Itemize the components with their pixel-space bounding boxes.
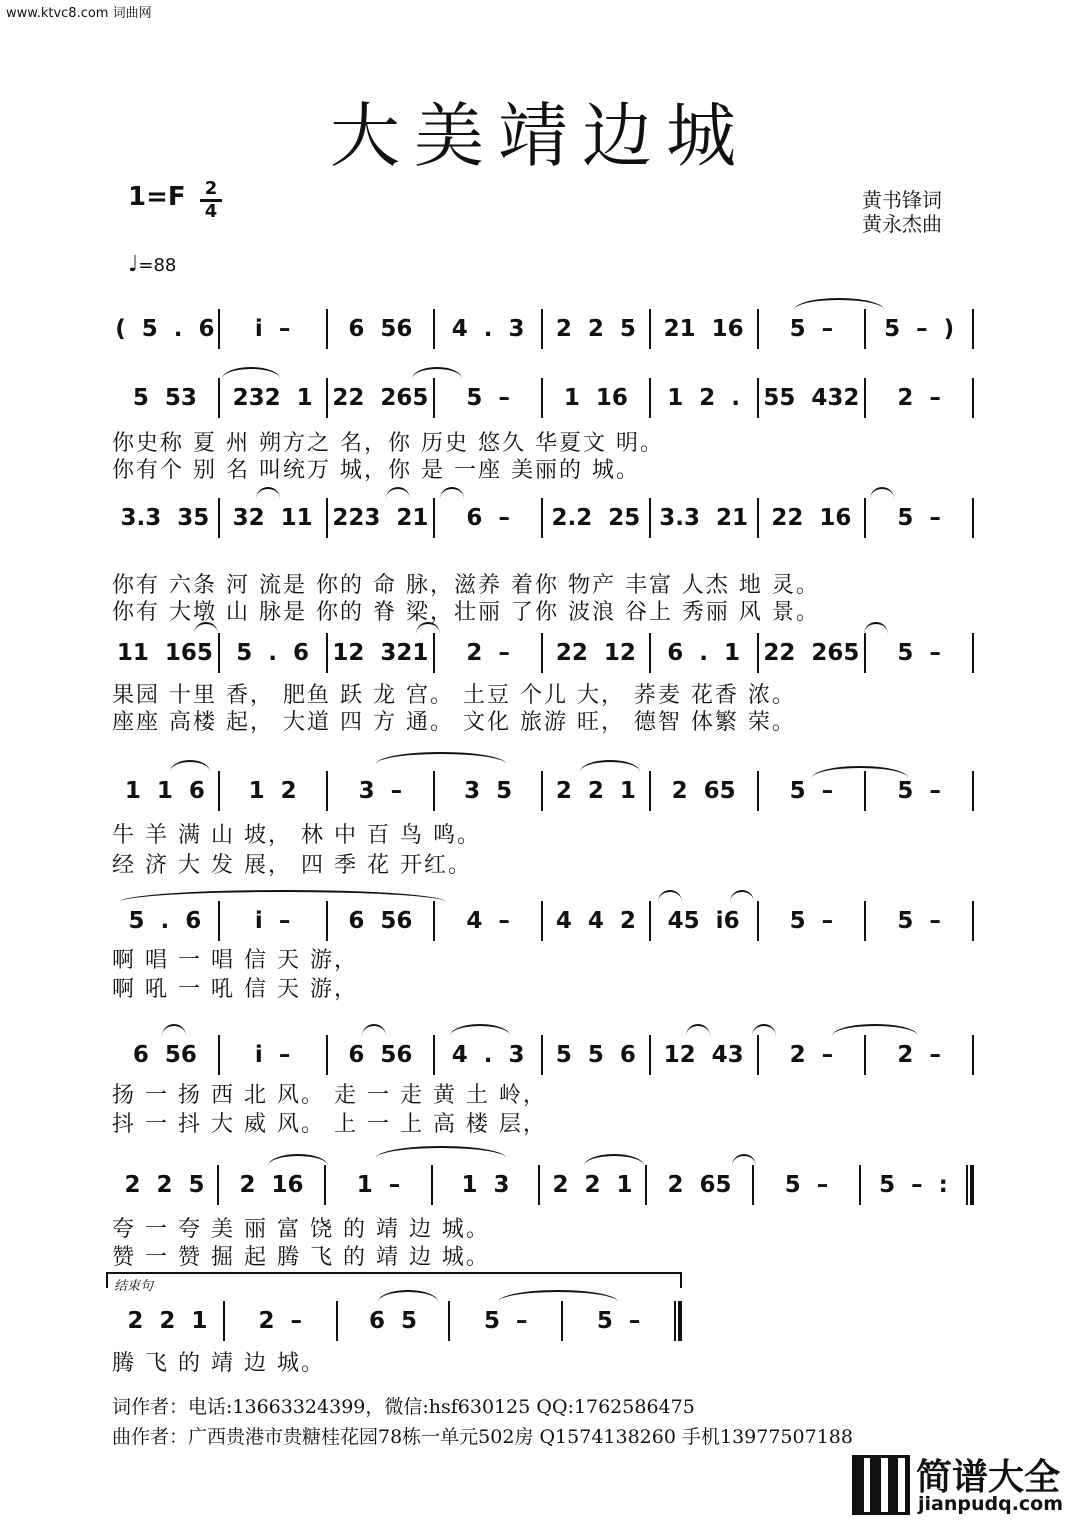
measure: 5 – <box>789 316 834 342</box>
measure: 5 5 6 <box>555 1042 636 1068</box>
measure: 5 – <box>789 778 834 804</box>
slur-mark <box>222 367 280 379</box>
slur-mark <box>732 1154 756 1166</box>
measure: 22 265 <box>763 640 860 666</box>
measure: 4 . 3 <box>451 1042 525 1068</box>
measure: 6 56 <box>348 1042 413 1068</box>
measure: 12 43 <box>663 1042 744 1068</box>
slur-mark <box>864 622 888 634</box>
score-row <box>112 306 974 356</box>
measure: 22 16 <box>771 505 852 531</box>
lyric-line: 扬 一 扬 西 北 风。 走 一 走 黄 土 岭， <box>112 1083 547 1108</box>
measure: 5 – <box>897 505 941 531</box>
notes-line <box>112 306 974 352</box>
lyric-line: 你有个 别 名 叫统万 城，你 是 一座 美丽的 城。 <box>112 458 640 483</box>
notes-line <box>112 495 974 541</box>
ending-label: 结束句 <box>114 1279 154 1294</box>
barline <box>972 498 974 538</box>
score-row <box>112 375 974 425</box>
slur-mark <box>870 487 894 499</box>
measure: 1 1 6 <box>124 778 205 804</box>
slur-mark <box>376 752 506 764</box>
notes-line <box>112 898 974 944</box>
measure: 1 – <box>356 1172 401 1198</box>
measure: i – <box>254 316 291 342</box>
measure: 3.3 35 <box>120 505 210 531</box>
measure: 2 – <box>897 385 941 411</box>
measure: 22 12 <box>555 640 636 666</box>
measure: 6 56 <box>132 1042 197 1068</box>
slur-mark <box>686 1024 710 1036</box>
measure: 6 56 <box>348 908 413 934</box>
measure: 45 i6 <box>667 908 740 934</box>
measure: 5 . 6 <box>128 908 202 934</box>
measure: 2 2 1 <box>555 778 636 804</box>
brand-url: jianpudq.com <box>918 1493 1064 1515</box>
watermark: www.ktvc8.com 词曲网 <box>6 6 152 21</box>
score-row <box>112 630 974 680</box>
measure: 22 265 <box>332 385 429 411</box>
slur-mark <box>498 1290 618 1302</box>
measure: 5 – <box>897 778 941 804</box>
measure: 223 21 <box>332 505 429 531</box>
measure: 5 – <box>484 1308 528 1334</box>
measure: i – <box>254 1042 291 1068</box>
time-signature <box>200 180 222 221</box>
measure: 1 2 . <box>667 385 740 411</box>
lyric-line: 座座 高楼 起， 大道 四 方 通。 文化 旅游 旺， 德智 体繁 荣。 <box>112 710 796 735</box>
barline <box>972 771 974 811</box>
slur-mark <box>386 487 410 499</box>
lyric-line: 你有 大墩 山 脉是 你的 脊 梁，壮丽 了你 波浪 谷上 秀丽 风 景。 <box>112 600 820 625</box>
score-row <box>112 1298 974 1348</box>
lyric-line: 经 济 大 发 展， 四 季 花 开红。 <box>112 853 472 878</box>
measure: 3.3 21 <box>659 505 748 531</box>
barline <box>972 378 974 418</box>
measure: 2 2 1 <box>127 1308 208 1334</box>
measure: 5 – <box>897 640 941 666</box>
measure: 5 – <box>789 908 834 934</box>
measure: 2 – <box>789 1042 834 1068</box>
measure: 3 5 <box>464 778 513 804</box>
slur-mark <box>120 890 446 902</box>
measure: 5 – : <box>879 1172 948 1198</box>
slur-mark <box>412 367 462 379</box>
measure: 1 2 <box>248 778 297 804</box>
lyricist: 黄书锋词 <box>862 188 942 212</box>
score-row <box>112 495 974 545</box>
measure: 2.2 25 <box>551 505 641 531</box>
measure: 2 – <box>466 640 510 666</box>
measure: 2 – <box>897 1042 941 1068</box>
score-row <box>112 1162 974 1212</box>
measure: 6 56 <box>348 316 413 342</box>
measure: ( 5 . 6 <box>115 316 215 342</box>
slur-mark <box>730 890 754 902</box>
measure: 2 – <box>258 1308 302 1334</box>
lyric-line: 啊 唱 一 唱 信 天 游， <box>112 948 358 973</box>
measure: 2 2 5 <box>124 1172 205 1198</box>
lyric-line: 夸 一 夸 美 丽 富 饶 的 靖 边 城。 <box>112 1217 490 1242</box>
piano-keys-icon <box>852 1455 910 1515</box>
slur-mark <box>794 298 884 310</box>
measure: 21 16 <box>663 316 744 342</box>
slur-mark <box>378 1290 438 1302</box>
lyric-line: 牛 羊 满 山 坡， 林 中 百 鸟 鸣。 <box>112 823 481 848</box>
measure: 5 . 6 <box>236 640 309 666</box>
measure: 5 – ) <box>884 316 955 342</box>
barline <box>674 1301 682 1341</box>
composer-contact: 曲作者：广西贵港市贵糖桂花园78栋一单元502房 Q1574138260 手机13977507188 <box>112 1426 853 1448</box>
brand-name: 简谱大全 <box>916 1457 1061 1498</box>
lyric-line: 果园 十里 香， 肥鱼 跃 龙 宫。 土豆 个儿 大， 荞麦 花香 浓。 <box>112 683 796 708</box>
song-title: 大美靖边城 <box>330 95 750 177</box>
lyric-line: 抖 一 抖 大 威 风。 上 一 上 高 楼 层， <box>112 1112 547 1137</box>
notes-line <box>112 1298 682 1344</box>
measure: 4 – <box>466 908 510 934</box>
lyric-line: 啊 吼 一 吼 信 天 游， <box>112 977 358 1002</box>
measure: 6 5 <box>368 1308 417 1334</box>
measure: 4 4 2 <box>555 908 636 934</box>
key-signature: 1=F <box>128 182 186 212</box>
slur-mark <box>658 890 682 902</box>
credits <box>862 188 942 236</box>
measure: 2 2 1 <box>552 1172 633 1198</box>
slur-mark <box>450 1024 510 1036</box>
barline <box>972 309 974 349</box>
slur-mark <box>832 1024 918 1036</box>
slur-mark <box>580 760 640 772</box>
slur-mark <box>268 1154 328 1166</box>
measure: 5 – <box>596 1308 641 1334</box>
measure: 5 – <box>466 385 510 411</box>
notes-line <box>112 1032 974 1078</box>
slur-mark <box>162 1024 186 1036</box>
barline <box>972 1035 974 1075</box>
measure: 232 1 <box>232 385 313 411</box>
notes-line <box>112 375 974 421</box>
measure: 11 165 <box>116 640 213 666</box>
measure: 6 . 1 <box>667 640 740 666</box>
notes-line <box>112 1162 974 1208</box>
measure: 2 65 <box>671 778 736 804</box>
time-sig-bottom: 4 <box>204 201 218 222</box>
measure: 3 – <box>358 778 403 804</box>
composer: 黄永杰曲 <box>862 212 942 236</box>
slur-mark <box>362 1024 386 1036</box>
measure: 2 16 <box>239 1172 304 1198</box>
measure: 55 432 <box>763 385 860 411</box>
measure: 12 321 <box>332 640 429 666</box>
measure: 2 65 <box>667 1172 732 1198</box>
score-row <box>112 1032 974 1082</box>
lyric-line: 腾 飞 的 靖 边 城。 <box>112 1351 325 1376</box>
slur-mark <box>170 760 210 772</box>
barline <box>972 633 974 673</box>
ending-bracket <box>106 1272 682 1288</box>
measure: 5 53 <box>132 385 197 411</box>
score-row <box>112 898 974 948</box>
measure: 1 3 <box>461 1172 510 1198</box>
measure: 5 – <box>897 908 941 934</box>
measure: 4 . 3 <box>451 316 525 342</box>
quarter-note-icon: ♩ <box>128 252 139 277</box>
notes-line <box>112 630 974 676</box>
barline <box>972 901 974 941</box>
measure: 6 – <box>466 505 510 531</box>
slur-mark <box>256 487 280 499</box>
measure: 1 16 <box>563 385 628 411</box>
slur-mark <box>584 1154 644 1166</box>
lyric-line: 你史称 夏 州 朔方之 名，你 历史 悠久 华夏文 明。 <box>112 431 664 456</box>
time-sig-top: 2 <box>204 178 218 199</box>
brand-logo <box>852 1447 1074 1523</box>
slur-mark <box>440 487 464 499</box>
lyric-line: 你有 六条 河 流是 你的 命 脉，滋养 着你 物产 丰富 人杰 地 灵。 <box>112 573 820 598</box>
measure: 2 2 5 <box>555 316 636 342</box>
barline <box>966 1165 974 1205</box>
slur-mark <box>376 1146 506 1158</box>
measure: i – <box>254 908 291 934</box>
lyric-line: 赞 一 赞 掘 起 腾 飞 的 靖 边 城。 <box>112 1245 490 1270</box>
measure: 32 11 <box>232 505 313 531</box>
tempo-marking: ♩=88 <box>128 252 177 277</box>
slur-mark <box>752 1024 776 1036</box>
measure: 5 – <box>784 1172 829 1198</box>
lyricist-contact: 词作者：电话:13663324399，微信:hsf630125 QQ:1762586475 <box>112 1396 695 1418</box>
